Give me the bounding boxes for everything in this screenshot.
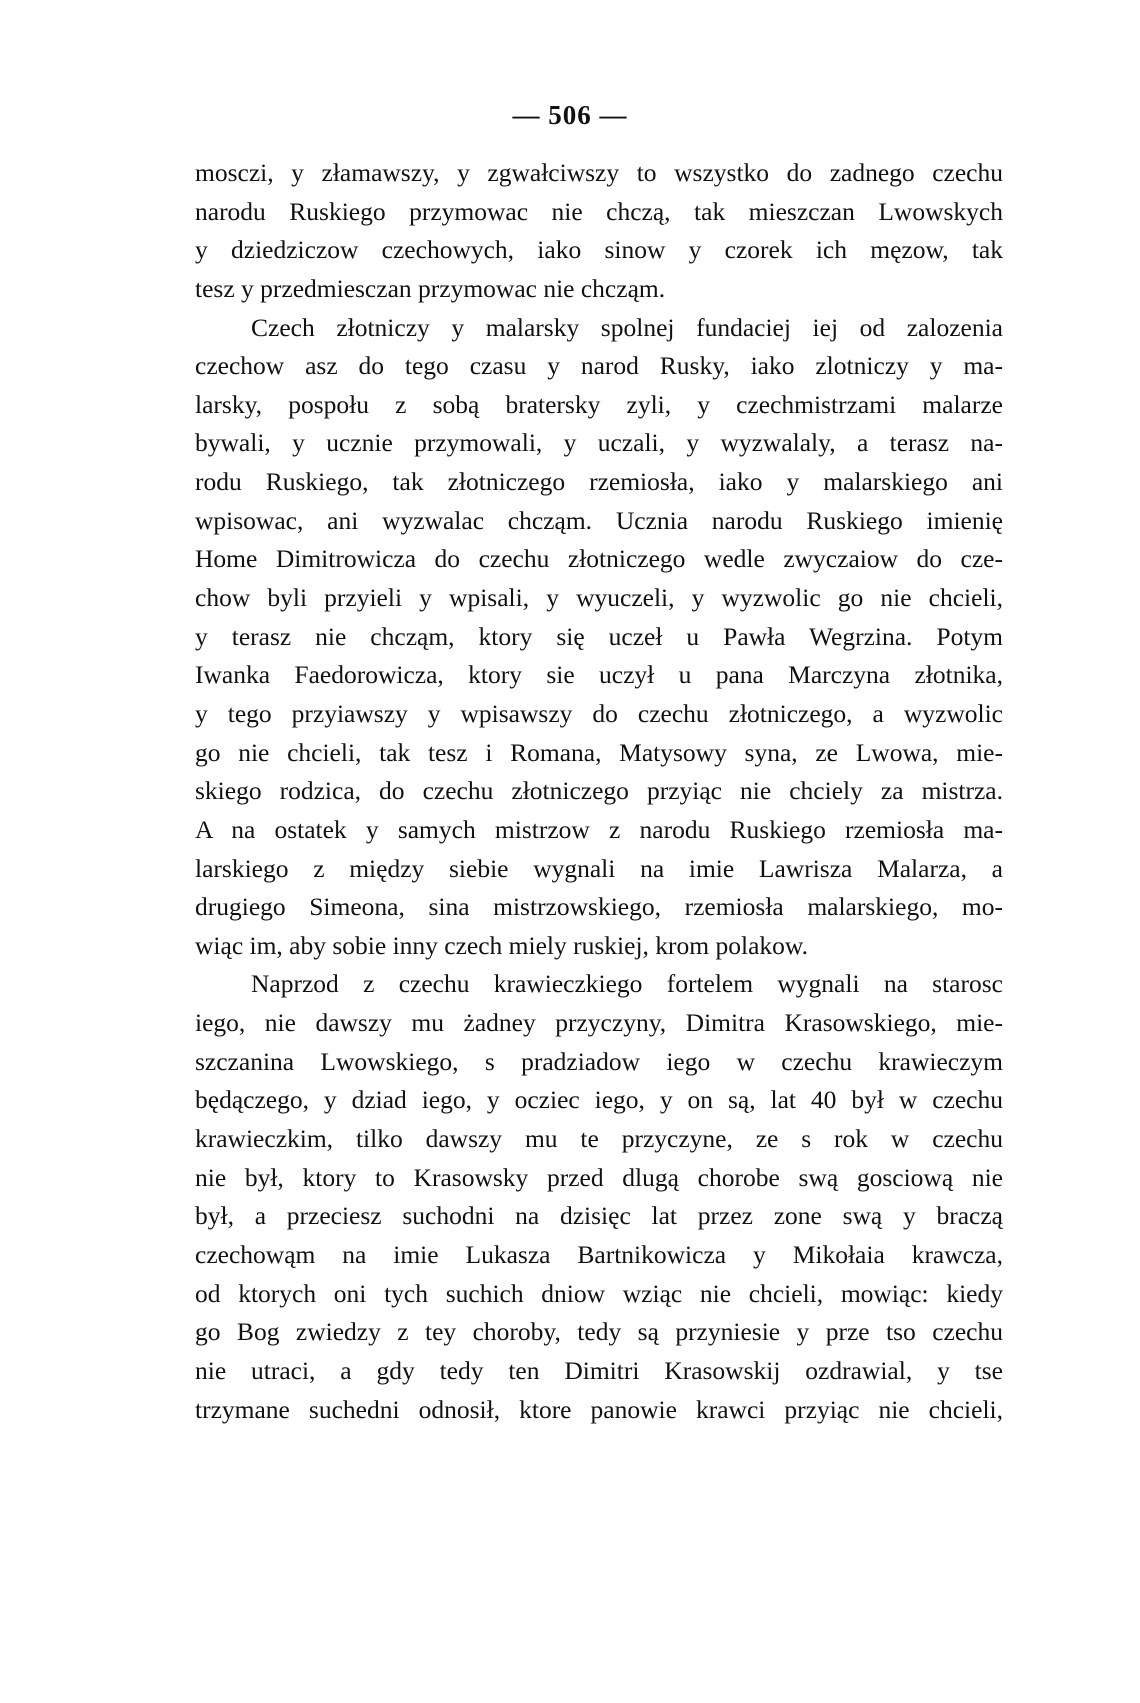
text-line: Home Dimitrowicza do czechu złotniczego wedle zwyczaiow do cze- [195, 544, 1003, 574]
text-line: y terasz nie chcząm, ktory się uczeł u Pawła Wegrzina. Potym [195, 621, 1003, 651]
text-line: larsky, pospołu z sobą bratersky zyli, y czechmistrzami malarze [195, 389, 1003, 419]
text-line: iego, nie dawszy mu żadney przyczyny, Dimitra Krasowskiego, mie- [195, 1008, 1003, 1038]
text-line: A na ostatek y samych mistrzow z narodu Ruskiego rzemiosła ma- [195, 814, 1003, 844]
text-line: chow byli przyieli y wpisali, y wyuczeli, y wyzwolic go nie chcieli, [195, 583, 1003, 613]
text-line: nie był, ktory to Krasowsky przed dlugą chorobe swą gosciową nie [195, 1162, 1003, 1192]
paragraph [195, 965, 1003, 1429]
text-line: bywali, y ucznie przymowali, y uczali, y wyzwalaly, a terasz na- [195, 428, 1003, 458]
text-line: tesz y przedmiesczan przymowac nie chcząm. [195, 273, 666, 303]
page-number: — 506 — [512, 100, 628, 130]
text-line: go Bog zwiedzy z tey choroby, tedy są przyniesie y prze tso czechu [195, 1317, 1003, 1347]
text-line: drugiego Simeona, sina mistrzowskiego, rzemiosła malarskiego, mo- [195, 892, 1003, 922]
body-text [195, 154, 1003, 1429]
text-line: był, a przeciesz suchodni na dzisięc lat przez zone swą y braczą [195, 1201, 1003, 1231]
text-line: wpisowac, ani wyzwalac chcząm. Ucznia narodu Ruskiego imienię [195, 505, 1003, 535]
text-line: nie utraci, a gdy tedy ten Dimitri Krasowskij ozdrawial, y tse [195, 1355, 1003, 1385]
text-line: od ktorych oni tych suchich dniow wziąc nie chcieli, mowiąc: kiedy [195, 1278, 1003, 1308]
paragraph [195, 154, 1003, 309]
text-line: wiąc im, aby sobie inny czech miely ruskiej, krom polakow. [195, 930, 809, 960]
text-line: skiego rodzica, do czechu złotniczego przyiąc nie chciely za mistrza. [195, 776, 1003, 806]
paragraph [195, 309, 1003, 966]
text-line: Naprzod z czechu krawieczkiego fortelem wygnali na starosc [251, 969, 1003, 999]
text-line: trzymane suchedni odnosił, ktore panowie krawci przyiąc nie chcieli, [195, 1394, 1003, 1424]
text-line: rodu Ruskiego, tak złotniczego rzemiosła, iako y malarskiego ani [195, 467, 1003, 497]
text-line: Iwanka Faedorowicza, ktory sie uczył u pana Marczyna złotnika, [195, 660, 1003, 690]
text-line: narodu Ruskiego przymowac nie chczą, tak mieszczan Lwowskych [195, 196, 1003, 226]
text-line: czechow asz do tego czasu y narod Rusky, iako zlotniczy y ma- [195, 351, 1003, 381]
text-line: szczanina Lwowskiego, s pradziadow iego w czechu krawieczym [195, 1046, 1003, 1076]
text-line: go nie chcieli, tak tesz i Romana, Matysowy syna, ze Lwowa, mie- [195, 737, 1003, 767]
text-line: czechowąm na imie Lukasza Bartnikowicza y Mikołaia krawcza, [195, 1239, 1003, 1269]
text-line: y dziedziczow czechowych, iako sinow y czorek ich męzow, tak [195, 235, 1003, 265]
text-line: krawieczkim, tilko dawszy mu te przyczyne, ze s rok w czechu [195, 1124, 1003, 1154]
text-line: y tego przyiawszy y wpisawszy do czechu złotniczego, a wyzwolic [195, 698, 1003, 728]
text-line: mosczi, y złamawszy, y zgwałciwszy to wszystko do zadnego czechu [195, 158, 1003, 187]
text-line: Czech złotniczy y malarsky spolnej fundaciej iej od zalozenia [251, 312, 1003, 342]
text-line: będączego, y dziad iego, y ocziec iego, y on są, lat 40 był w czechu [195, 1085, 1003, 1115]
text-line: larskiego z między siebie wygnali na imie Lawrisza Malarza, a [195, 853, 1003, 883]
